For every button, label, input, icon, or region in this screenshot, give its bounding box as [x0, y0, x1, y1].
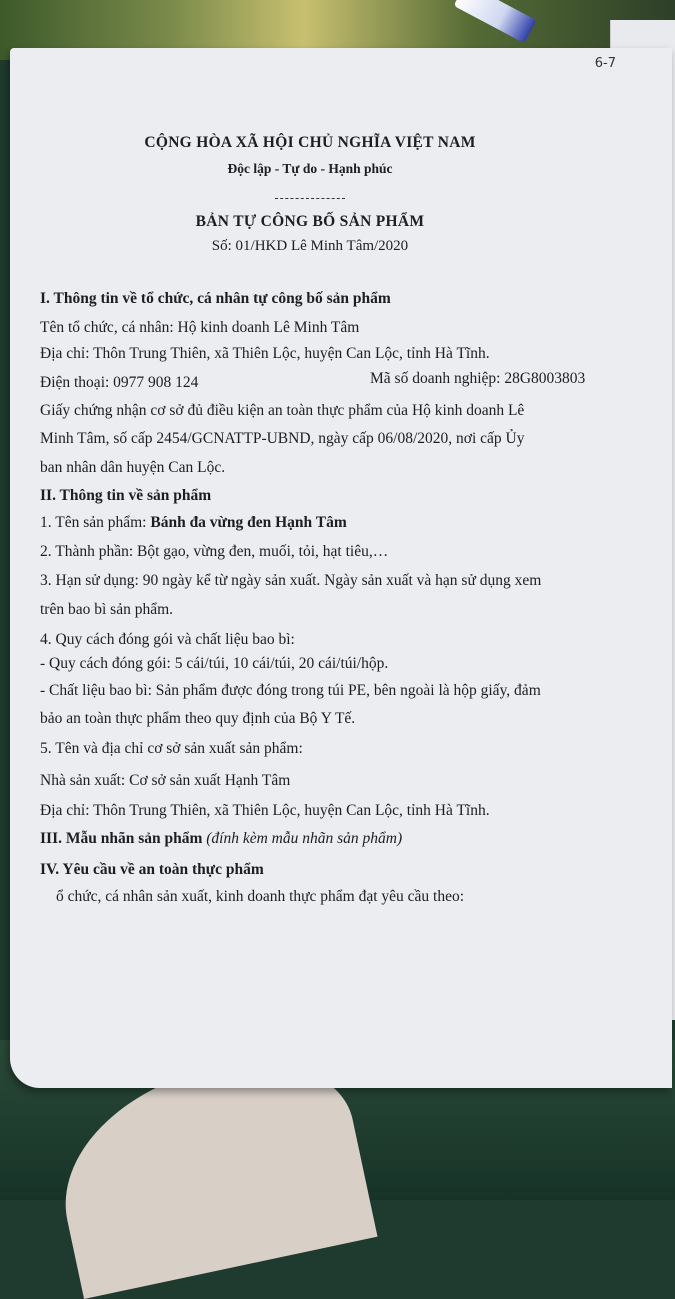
document-page — [10, 48, 672, 1088]
product-name-value: Bánh đa vừng đen Hạnh Tâm — [150, 514, 347, 531]
section4-heading: IV. Yêu cầu về an toàn thực phẩm — [40, 861, 264, 878]
header-divider — [275, 198, 345, 199]
packaging-material-line-1: - Chất liệu bao bì: Sản phẩm được đóng trong túi PE, bên ngoài là hộp giấy, đảm — [40, 682, 541, 699]
section1-heading: I. Thông tin về tổ chức, cá nhân tự công bố sản phẩm — [40, 290, 391, 307]
org-address-line: Địa chỉ: Thôn Trung Thiên, xã Thiên Lộc, huyện Can Lộc, tỉnh Hà Tĩnh. — [40, 345, 490, 362]
shelf-life-line-1: 3. Hạn sử dụng: 90 ngày kể từ ngày sản xuất. Ngày sản xuất và hạn sử dụng xem — [40, 572, 542, 589]
section3-heading: III. Mẫu nhãn sản phẩm — [40, 830, 207, 847]
shelf-life-line-2: trên bao bì sản phẩm. — [40, 601, 174, 618]
certificate-line-1: Giấy chứng nhận cơ sở đủ điều kiện an toàn thực phẩm của Hộ kinh doanh Lê — [40, 402, 525, 419]
section3-heading-line — [40, 830, 402, 848]
section2-heading: II. Thông tin về sản phẩm — [40, 487, 212, 504]
national-motto: Độc lập - Tự do - Hạnh phúc — [227, 161, 393, 176]
producer-name: Nhà sản xuất: Cơ sở sản xuất Hạnh Tâm — [40, 772, 291, 789]
org-name-line: Tên tổ chức, cá nhân: Hộ kinh doanh Lê Minh Tâm — [40, 319, 360, 336]
ingredients-line: 2. Thành phần: Bột gạo, vừng đen, muối, tỏi, hạt tiêu,… — [40, 543, 389, 560]
producer-address: Địa chỉ: Thôn Trung Thiên, xã Thiên Lộc, huyện Can Lộc, tỉnh Hà Tĩnh. — [40, 802, 490, 819]
certificate-line-3: ban nhân dân huyện Can Lộc. — [40, 459, 226, 476]
section4-line-1: ổ chức, cá nhân sản xuất, kinh doanh thực phẩm đạt yêu cầu theo: — [56, 888, 465, 905]
org-business-code: Mã số doanh nghiệp: 28G8003803 — [370, 370, 586, 387]
org-phone: Điện thoại: 0977 908 124 — [40, 374, 199, 391]
document-number: Số: 01/HKD Lê Minh Tâm/2020 — [211, 238, 409, 254]
packaging-material-line-2: bảo an toàn thực phẩm theo quy định của Bộ Y Tế. — [40, 710, 356, 727]
product-name-label: 1. Tên sản phẩm: — [40, 514, 151, 531]
product-name-line — [40, 514, 347, 532]
section3-note: (đính kèm mẫu nhãn sản phẩm) — [206, 830, 403, 847]
packaging-spec: - Quy cách đóng gói: 5 cái/túi, 10 cái/túi, 20 cái/túi/hộp. — [40, 655, 389, 672]
national-title: CỘNG HÒA XÃ HỘI CHỦ NGHĨA VIỆT NAM — [144, 134, 476, 151]
certificate-line-2: Minh Tâm, số cấp 2454/GCNATTP-UBND, ngày cấp 06/08/2020, nơi cấp Ủy — [40, 430, 525, 447]
document-title: BẢN TỰ CÔNG BỐ SẢN PHẨM — [195, 213, 425, 230]
page-number: 6-7 — [594, 56, 616, 71]
packaging-heading: 4. Quy cách đóng gói và chất liệu bao bì: — [40, 631, 295, 648]
producer-heading: 5. Tên và địa chỉ cơ sở sản xuất sản phẩm: — [40, 740, 303, 757]
